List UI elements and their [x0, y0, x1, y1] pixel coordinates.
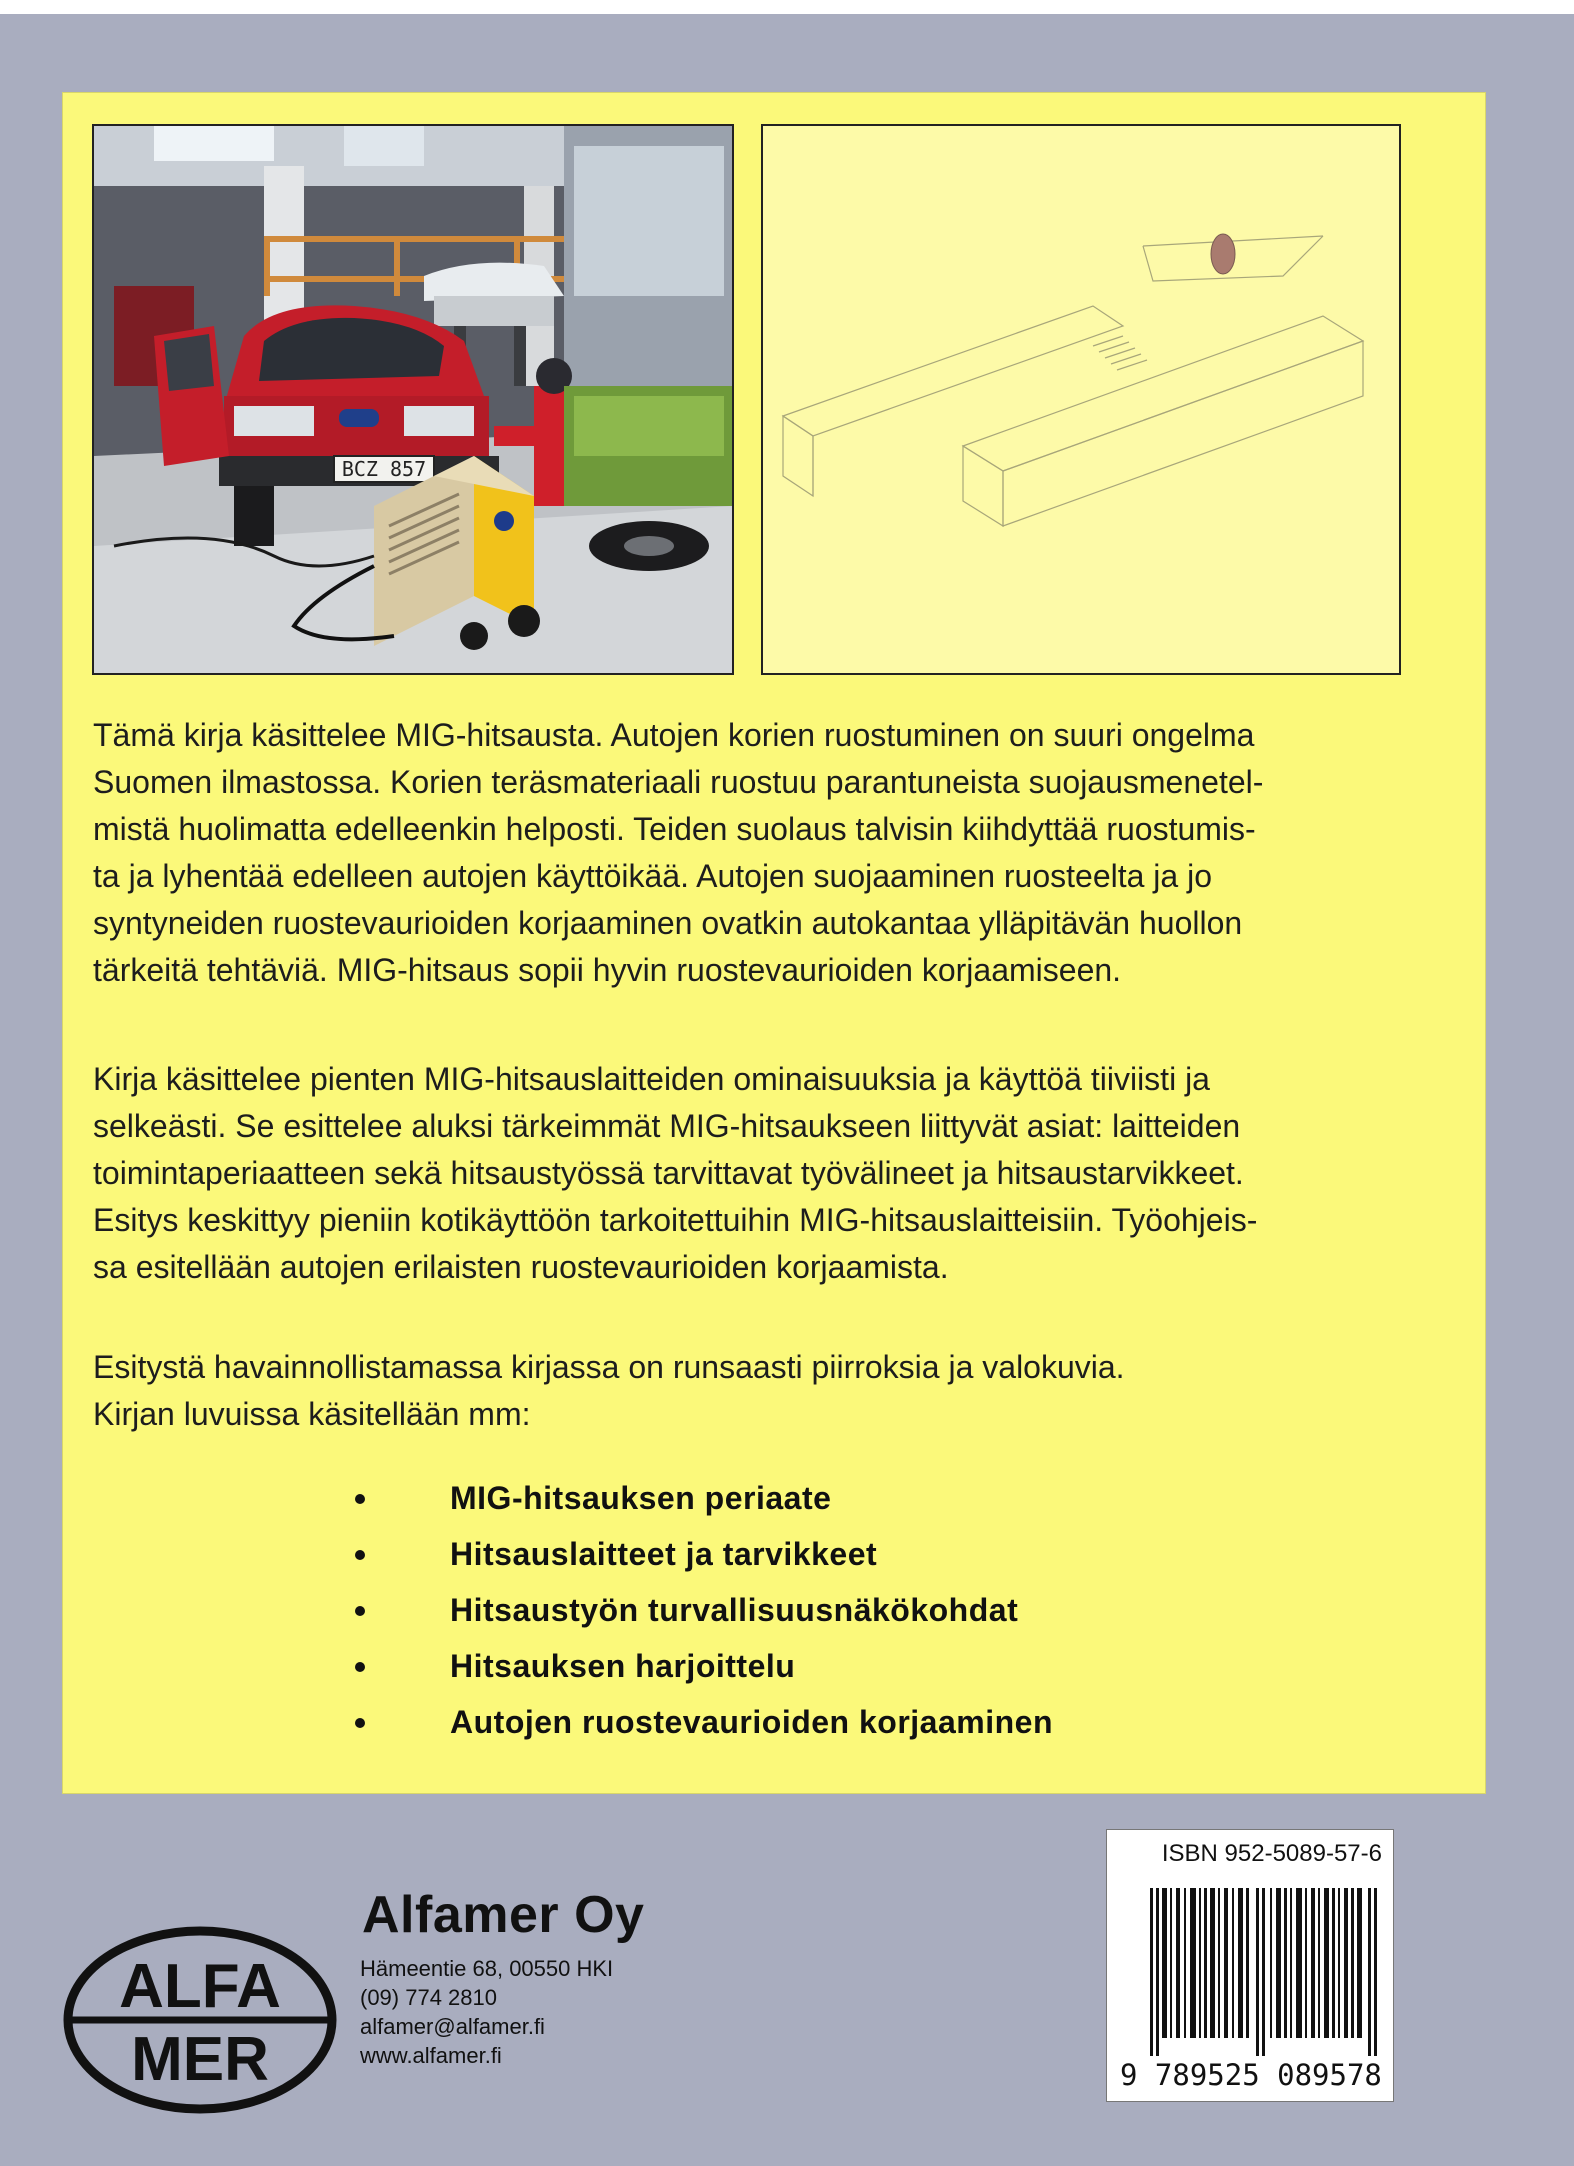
intro-line: mistä huolimatta edelleenkin helposti. Teiden suolaus talvisin kiihdyttää ruostumis- — [93, 811, 1256, 847]
logo-bottom-text: MER — [131, 2025, 269, 2094]
content-line: Esitys keskittyy pieniin kotikäyttöön tarkoitettuihin MIG-hitsauslaitteisiin. Työohjeis- — [93, 1202, 1258, 1238]
illustration-paragraph — [93, 1344, 1413, 1438]
illustration-line: Kirjan luvuissa käsitellään mm: — [93, 1396, 531, 1432]
bullet-icon — [355, 1550, 365, 1560]
isbn-label: ISBN 952-5089-57-6 — [1161, 1840, 1382, 1867]
chapter-list — [355, 1470, 1053, 1750]
chapter-title: Autojen ruostevaurioiden korjaaminen — [450, 1704, 1053, 1740]
bullet-icon — [355, 1662, 365, 1672]
chapter-item — [355, 1526, 1053, 1582]
intro-line: Tämä kirja käsittelee MIG-hitsausta. Autojen korien ruostuminen on suuri ongelma — [93, 717, 1255, 753]
publisher-contact — [360, 1954, 613, 2070]
content-paragraph — [93, 1056, 1413, 1291]
intro-line: syntyneiden ruostevaurioiden korjaaminen ovatkin autokantaa ylläpitävän huollon — [93, 905, 1243, 941]
chapter-item — [355, 1582, 1053, 1638]
barcode — [1150, 1888, 1380, 2056]
bullet-icon — [355, 1718, 365, 1728]
content-line: selkeästi. Se esittelee aluksi tärkeimmät MIG-hitsaukseen liittyvät asiat: laitteiden — [93, 1108, 1241, 1144]
intro-line: Suomen ilmastossa. Korien teräsmateriaali ruostuu parantuneista suojausmenetel- — [93, 764, 1264, 800]
license-plate: BCZ 857 — [341, 457, 427, 481]
logo-top-text: ALFA — [119, 1952, 281, 2021]
intro-line: ta ja lyhentää edelleen autojen käyttöikää. Autojen suojaaminen ruosteelta ja jo — [93, 858, 1212, 894]
intro-line: tärkeitä tehtäviä. MIG-hitsaus sopii hyvin ruostevaurioiden korjaamiseen. — [93, 952, 1122, 988]
publisher-name: Alfamer Oy — [362, 1886, 645, 1944]
publisher-address: Hämeentie 68, 00550 HKI — [360, 1956, 614, 1981]
chapter-title: Hitsaustyön turvallisuusnäkökohdat — [450, 1592, 1019, 1628]
content-line: sa esitellään autojen erilaisten ruostevaurioiden korjaamista. — [93, 1249, 949, 1285]
publisher-phone: (09) 774 2810 — [360, 1985, 497, 2010]
chapter-item — [355, 1694, 1053, 1750]
bullet-icon — [355, 1606, 365, 1616]
chapter-item — [355, 1638, 1053, 1694]
chapter-title: Hitsauslaitteet ja tarvikkeet — [450, 1536, 878, 1572]
workshop-photo — [92, 124, 734, 675]
bullet-icon — [355, 1494, 365, 1504]
alfamer-logo — [62, 1925, 338, 2115]
intro-paragraph — [93, 712, 1413, 994]
content-line: toimintaperiaatteen sekä hitsaustyössä tarvittavat työvälineet ja hitsaustarvikkeet. — [93, 1155, 1244, 1191]
chapter-item — [355, 1470, 1053, 1526]
publisher-website: www.alfamer.fi — [360, 2043, 502, 2068]
chapter-title: MIG-hitsauksen periaate — [450, 1480, 832, 1516]
content-line: Kirja käsittelee pienten MIG-hitsauslaitteiden ominaisuuksia ja käyttöä tiiviisti ja — [93, 1061, 1210, 1097]
chapter-title: Hitsauksen harjoittelu — [450, 1648, 796, 1684]
illustration-line: Esitystä havainnollistamassa kirjassa on runsaasti piirroksia ja valokuvia. — [93, 1349, 1125, 1385]
weld-plates-drawing — [761, 124, 1401, 675]
publisher-email: alfamer@alfamer.fi — [360, 2014, 545, 2039]
barcode-digits: 9 789525 089578 — [1120, 2058, 1382, 2092]
